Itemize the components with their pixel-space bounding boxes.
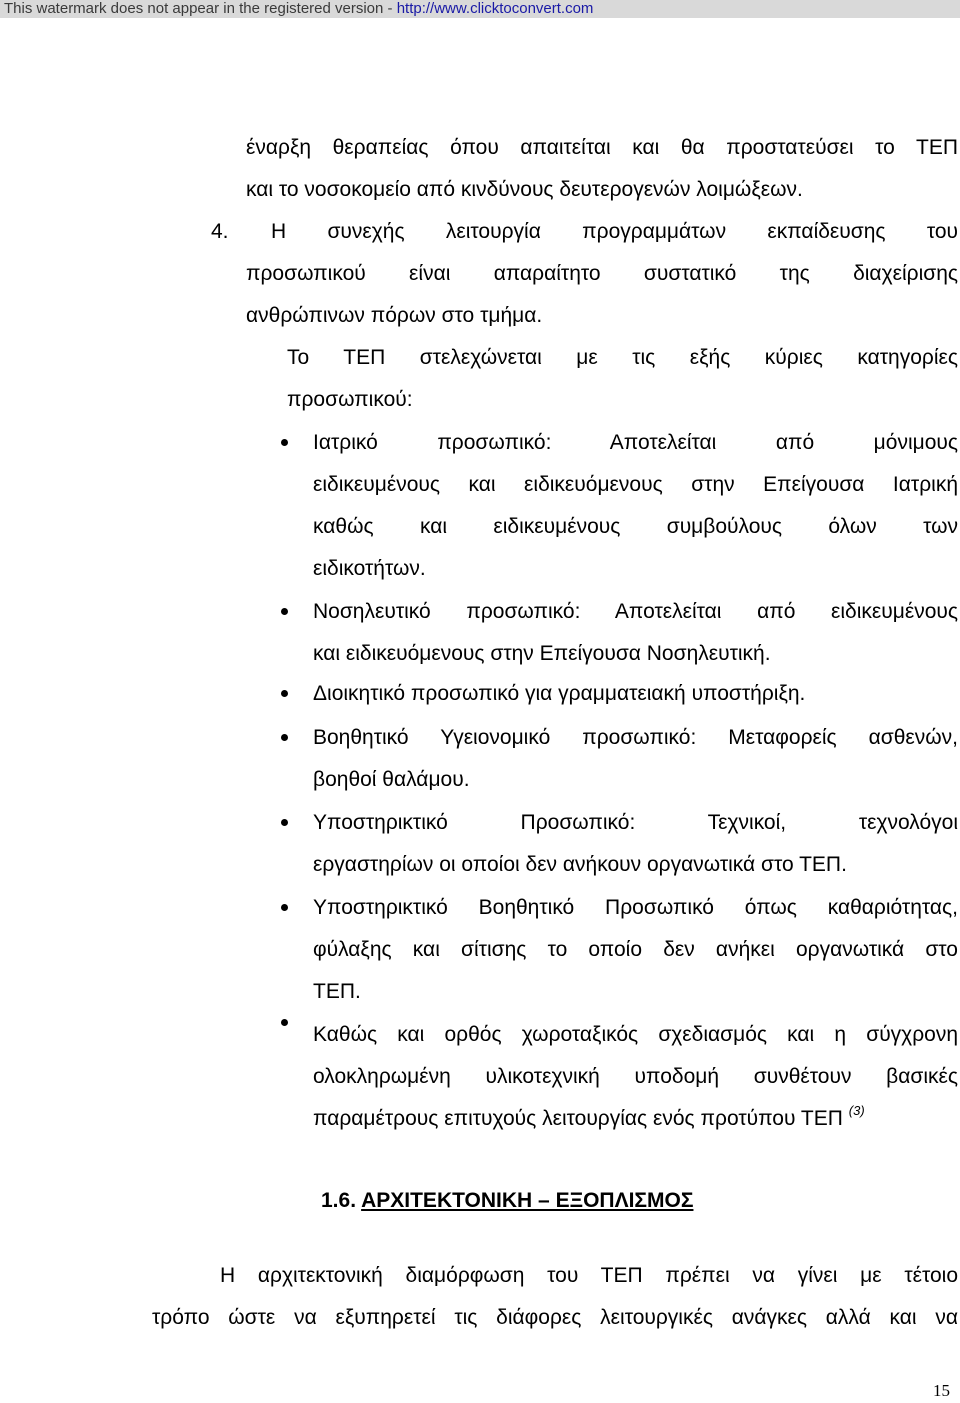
watermark-banner (0, 0, 960, 18)
bullet-6-line-2: φύλαξης και σίτισης το οποίο δεν ανήκει οργανωτικά στο (313, 938, 958, 961)
reference-marker: (3) (848, 1103, 865, 1118)
bullet-dot (281, 734, 288, 741)
bullet-2-line-1: Νοσηλευτικό προσωπικό: Αποτελείται από ειδικευμένους (313, 600, 958, 623)
bullet-7-line-3 (313, 1103, 865, 1132)
bullet-5-line-2: εργαστηρίων οι οποίοι δεν ανήκουν οργανωτικά στο ΤΕΠ. (313, 853, 847, 876)
bullet-dot (281, 690, 288, 697)
bullet-1-line-3: καθώς και ειδικευμένους συμβούλους όλων των (313, 515, 958, 538)
bullet-4-line-1: Βοηθητικό Υγειονομικό προσωπικό: Μεταφορείς ασθενών, (313, 726, 958, 749)
bullet-1-line-2: ειδικευμένους και ειδικευόμενους στην Επείγουσα Ιατρική (313, 473, 958, 496)
bullet-dot (281, 1019, 288, 1026)
bullet-2-line-2: και ειδικευόμενους στην Επείγουσα Νοσηλευτική. (313, 642, 771, 665)
intro-line-2: και το νοσοκομείο από κινδύνους δευτερογενών λοιμώξεων. (246, 178, 803, 201)
page-number: 15 (933, 1381, 950, 1400)
bullet-7-line-1: Καθώς και ορθός χωροταξικός σχεδιασμός και η σύγχρονη (313, 1023, 958, 1046)
staff-intro-line-1: Το ΤΕΠ στελεχώνεται με τις εξής κύριες κατηγορίες (287, 346, 958, 369)
bullet-4-line-2: βοηθοί θαλάμου. (313, 768, 470, 791)
watermark-text: This watermark does not appear in the registered version - (4, 0, 397, 17)
bullet-6-line-1: Υποστηρικτικό Βοηθητικό Προσωπικό όπως καθαριότητας, (313, 896, 958, 919)
section-title: ΑΡΧΙΤΕΚΤΟΝΙΚΗ – ΕΞΟΠΛΙΣΜΟΣ (361, 1189, 694, 1212)
bullet-3-line-1: Διοικητικό προσωπικό για γραμματειακή υποστήριξη. (313, 682, 806, 705)
section-heading (321, 1188, 693, 1214)
bullet-5-line-1: Υποστηρικτικό Προσωπικό: Τεχνικοί, τεχνολόγοι (313, 811, 958, 834)
bullet-1-line-4: ειδικοτήτων. (313, 557, 426, 580)
bullet-7-line-2: ολοκληρωμένη υλικοτεχνική υποδομή συνθέτουν βασικές (313, 1065, 958, 1088)
watermark-link[interactable]: http://www.clicktoconvert.com (396, 0, 594, 17)
section-number: 1.6. (321, 1189, 357, 1212)
item-4-number: 4. (211, 220, 229, 243)
item-4-line-1: Η συνεχής λειτουργία προγραμμάτων εκπαίδευσης του (271, 220, 958, 243)
bullet-dot (281, 608, 288, 615)
bullet-dot (281, 819, 288, 826)
staff-intro-line-2: προσωπικού: (287, 388, 413, 411)
bullet-dot (281, 904, 288, 911)
item-4-line-3: ανθρώπινων πόρων στο τμήμα. (246, 304, 543, 327)
bullet-1-line-1: Ιατρικό προσωπικό: Αποτελείται από μόνιμους (313, 431, 958, 454)
item-4-line-2: προσωπικού είναι απαραίτητο συστατικό της διαχείρισης (246, 262, 958, 285)
bullet-7-line-3-text: παραμέτρους επιτυχούς λειτουργίας ενός προτύπου ΤΕΠ (313, 1107, 843, 1130)
closing-line-2: τρόπο ώστε να εξυπηρετεί τις διάφορες λειτουργικές ανάγκες αλλά και να (152, 1306, 958, 1329)
bullet-6-line-3: ΤΕΠ. (313, 980, 361, 1003)
intro-line-1: έναρξη θεραπείας όπου απαιτείται και θα προστατεύσει το ΤΕΠ (246, 136, 958, 159)
closing-line-1: Η αρχιτεκτονική διαμόρφωση του ΤΕΠ πρέπει να γίνει με τέτοιο (220, 1264, 958, 1287)
bullet-dot (281, 439, 288, 446)
